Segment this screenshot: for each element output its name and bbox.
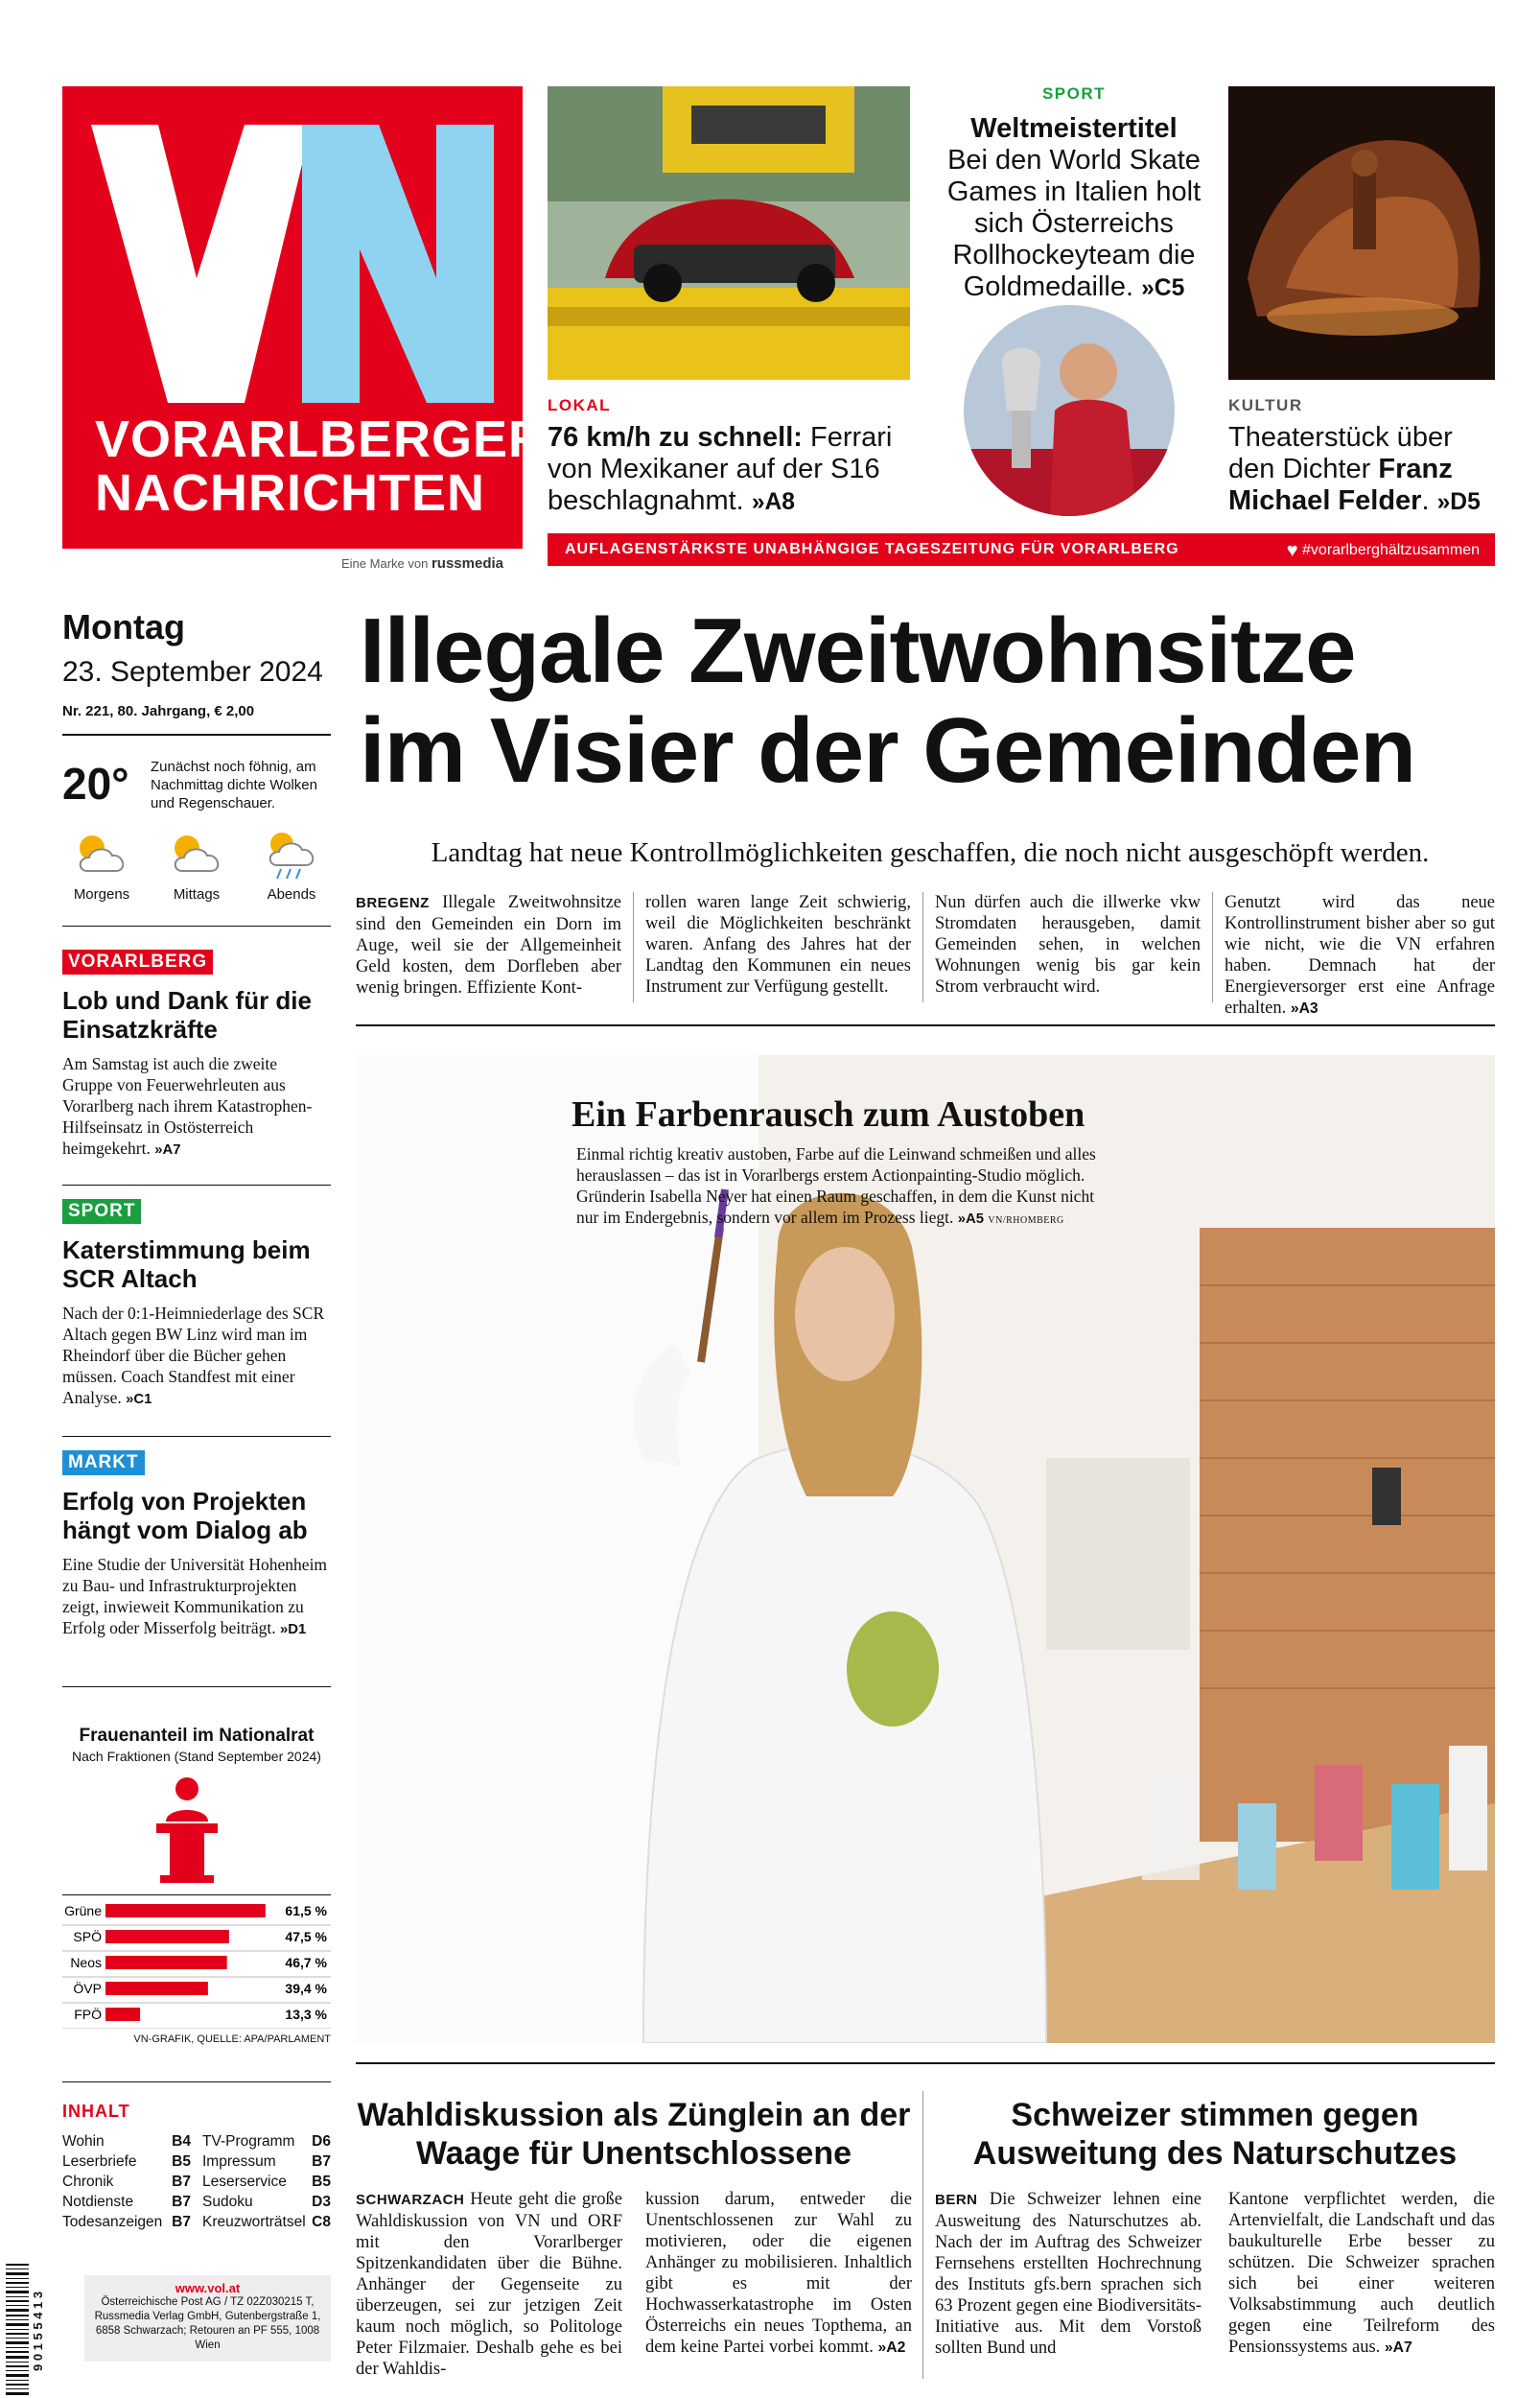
divider <box>62 1686 331 1687</box>
vn-logo[interactable] <box>62 86 548 549</box>
chart-subtitle: Nach Fraktionen (Stand September 2024) <box>72 1749 321 1764</box>
column-text: Die Schweizer lehnen eine Ausweitung des Naturschutzes ab. Nach der im Auftrag des Schweizer Fernsehens erstellten Hochrechnung des Instituts gfs.bern sprachen sich 63 Prozent gegen eine Biodiversitäts-Initiative aus. Mit dem Vorstoß sollten Bund und <box>935 2190 1202 2358</box>
weather-period-label: Mittags <box>173 886 221 903</box>
contents-list <box>62 2131 331 2232</box>
teaser-kultur-tag: KULTUR <box>1228 396 1303 414</box>
column-divider <box>922 2091 923 2379</box>
chart-value-label: 47,5 % <box>285 1929 327 1944</box>
barcode-number: 9 0 1 5 5 4 1 3 <box>31 2291 45 2371</box>
slogan-bar <box>548 533 1495 566</box>
column-divider <box>633 892 634 1002</box>
chart-bar <box>105 1930 229 1943</box>
masthead-name <box>95 412 547 520</box>
trophy-player-image <box>964 305 1175 516</box>
sidebar-story-markt[interactable] <box>62 1450 331 1640</box>
teaser-kultur-ref: »D5 <box>1436 489 1481 515</box>
masthead-name-line1: VORARLBERGER <box>95 411 548 468</box>
column-text: Kantone verpflichtet werden, die Artenvielfalt, die Landschaft und das baukulturelle Erbe besser zu schützen. Die Schweizer sprachen sich bei einer weiteren Volksabstimmung auch deutlich gegen eine Teilreform des Pensionssystems aus. <box>1228 2190 1495 2357</box>
contents-item-page: C8 <box>312 2214 331 2230</box>
chart-value-label: 39,4 % <box>285 1981 327 1996</box>
teaser-sport-body: Bei den World Skate Games in Italien holt sich Österreichs Rollhockeyteam die Goldmedaille. <box>946 145 1202 302</box>
contents-item-name: Todesanzeigen <box>62 2214 163 2230</box>
contents-row[interactable] <box>202 2131 331 2151</box>
contents-item-page: D6 <box>312 2133 331 2150</box>
hashtag-text: #vorarlberghältzusammen <box>1302 542 1480 558</box>
divider <box>62 2081 331 2082</box>
photo-story-caption <box>576 1143 1113 1232</box>
publisher-line: 6858 Schwarzach; Retouren an PF 555, 1008 Wien <box>95 2325 320 2351</box>
contents-title: INHALT <box>62 2102 130 2121</box>
contents-item-name: Leserbriefe <box>62 2153 137 2170</box>
edition-day: Montag <box>62 607 185 647</box>
weather-evening <box>252 825 331 903</box>
divider <box>62 734 331 736</box>
contents-item-name: Leserservice <box>202 2174 287 2190</box>
contents-item-name: TV-Programm <box>202 2133 295 2150</box>
contents-row[interactable] <box>202 2192 331 2212</box>
brand-prefix: Eine Marke von <box>341 556 429 571</box>
contents-item-page: B7 <box>172 2214 191 2230</box>
bottom-story-headline[interactable]: Schweizer stimmen gegen Ausweitung des Naturschutzes <box>972 2097 1458 2172</box>
lead-column-2: rollen waren lange Zeit schwierig, weil die Möglichkeiten beschränkt waren. Anfang des Jahres hat der Landtag den Kommunen ein neues Instrument zur Verfügung gestellt. <box>645 893 911 997</box>
website-link[interactable]: www.vol.at <box>175 2281 241 2295</box>
column-text: kussion darum, entweder die Unentschlossenen zur Wahl zu motivieren, oder die eigenen Anhänger zu mobilisieren. Inhaltlich gibt es mit der Hochwasserkatastrophe im Osten Österreichs ein neues Topthema, an dem keine Partei vorbei kommt. <box>645 2190 912 2357</box>
contents-row[interactable] <box>62 2131 191 2151</box>
page-ref: »A5 <box>957 1211 984 1227</box>
teaser-sport-photo[interactable] <box>964 305 1175 516</box>
column-divider <box>1212 892 1213 1002</box>
contents-item-name: Sudoku <box>202 2194 253 2210</box>
column-text: Illegale Zweitwohnsitze sind den Gemeinden ein Dorn im Auge, weil sie der Allgemeinheit Geld kosten, dem Dorfleben aber wenig bringen. Effiziente Kont- <box>356 893 621 998</box>
bottom-story-2-col-1 <box>935 2189 1202 2359</box>
contents-row[interactable] <box>202 2151 331 2172</box>
sidebar-body: Eine Studie der Universität Hohenheim zu Bau- und Infrastrukturprojekten zeigt, inwieweit Kommunikation zu Erfolg oder Misserfolg beiträgt. <box>62 1555 328 1637</box>
divider <box>62 926 331 927</box>
contents-item-name: Chronik <box>62 2174 114 2190</box>
contents-item-name: Impressum <box>202 2153 276 2170</box>
divider <box>356 2062 1495 2064</box>
publisher-box <box>84 2275 331 2362</box>
teaser-kultur-photo[interactable] <box>1228 86 1495 380</box>
contents-item-page: D3 <box>312 2194 331 2210</box>
sidebar-story-sport[interactable] <box>62 1199 331 1410</box>
chart-credit: VN-GRAFIK, QUELLE: APA/PARLAMENT <box>133 2034 331 2045</box>
column-divider <box>922 892 923 1002</box>
slogan-text: AUFLAGENSTÄRKSTE UNABHÄNGIGE TAGESZEITUNG FÜR VORARLBERG <box>565 541 1179 557</box>
chart-category-label: ÖVP <box>73 1981 102 1996</box>
contents-row[interactable] <box>62 2192 191 2212</box>
page-ref: »D1 <box>279 1622 307 1637</box>
bottom-story-headline[interactable]: Wahldiskussion als Zünglein an der Waage für Unentschlossene <box>357 2097 911 2172</box>
speaker-podium-icon <box>149 1772 225 1887</box>
contents-item-name: Notdienste <box>62 2194 134 2210</box>
lead-column-1 <box>356 892 621 999</box>
theater-stage-image <box>1228 86 1495 380</box>
weather-period-label: Abends <box>267 886 316 903</box>
contents-row[interactable] <box>62 2151 191 2172</box>
brand-line <box>341 555 503 572</box>
dateline-place: BREGENZ <box>356 895 430 911</box>
bottom-story-2-col-2 <box>1228 2189 1495 2359</box>
teaser-lokal-tag: LOKAL <box>548 396 612 414</box>
bottom-story-1-col-1 <box>356 2189 622 2380</box>
lead-column-4 <box>1225 892 1495 1020</box>
sidebar-headline: Lob und Dank für die Einsatzkräfte <box>62 986 312 1044</box>
sidebar-body: Nach der 0:1-Heimniederlage des SCR Altach gegen BW Linz wird man im Rheindorf über die Bücher gehen müssen. Coach Standfest mit einer Analyse. <box>62 1304 325 1407</box>
contents-item-page: B7 <box>172 2174 191 2190</box>
section-tag: SPORT <box>62 1199 141 1224</box>
lead-column-3: Nun dürfen auch die illwerke vkw Stromdaten herausgeben, damit Gemeinden sehen, in welchen Wohnungen wenig bis gar kein Strom verbraucht wird. <box>935 893 1201 997</box>
page-ref: »C1 <box>126 1392 152 1407</box>
column-text: Genutzt wird das neue Kontrollinstrument bisher aber so gut wie nicht, wie die VN erfahren haben. Demnach hat der Energieversorger erst eine Anfrage erhalten. <box>1225 893 1495 1018</box>
chart-value-label: 61,5 % <box>285 1903 327 1918</box>
dateline-place: BERN <box>935 2192 978 2208</box>
sidebar-headline: Katerstimmung beim SCR Altach <box>62 1235 311 1293</box>
photo-story-title: Ein Farbenrausch zum Austoben <box>572 1094 1085 1135</box>
lead-headline[interactable] <box>360 601 1501 801</box>
teaser-lokal-text[interactable] <box>548 422 912 518</box>
photo-credit: VN/RHOMBERG <box>988 1215 1064 1226</box>
contents-item-page: B4 <box>172 2133 191 2150</box>
caption-text: Einmal richtig kreativ austoben, Farbe auf die Leinwand schmeißen und alles herauslassen – das ist in Vorarlbergs erstem Actionpainting-Studio möglich. Gründerin Isabella Neyer hat einen Raum geschaffen, in dem die Kunst nicht nur im Endergebnis, sondern vor allem im Prozess liegt. <box>576 1144 1096 1227</box>
contents-row[interactable] <box>62 2212 191 2232</box>
divider <box>356 1024 1495 1026</box>
contents-row[interactable] <box>202 2212 331 2232</box>
chart-category-label: Grüne <box>64 1903 102 1918</box>
divider <box>62 1436 331 1437</box>
sun-cloud-icon <box>163 825 230 882</box>
contents-item-name: Wohin <box>62 2133 105 2150</box>
weather-morning <box>62 825 141 903</box>
sidebar-body: Am Samstag ist auch die zweite Gruppe von Feuerwehrleuten aus Vorarlberg nach ihrem Katastrophen-Hilfseinsatz in Ostösterreich heimgekehrt. <box>62 1054 313 1158</box>
contents-item-page: B5 <box>172 2153 191 2170</box>
weather-temperature: 20° <box>62 759 129 809</box>
section-tag: MARKT <box>62 1450 145 1475</box>
teaser-kultur-pre: Theaterstück über den Dichter <box>1228 422 1453 484</box>
barcode <box>2 2264 54 2398</box>
sun-cloud-rain-icon <box>258 825 325 882</box>
teaser-sport-lead: Weltmeistertitel <box>970 113 1178 144</box>
page-ref: »A3 <box>1290 1000 1318 1017</box>
weather-period-label: Morgens <box>73 886 130 903</box>
lead-headline-line1: Illegale Zweitwohnsitze <box>360 600 1356 702</box>
divider <box>62 1185 331 1186</box>
chart-category-label: SPÖ <box>73 1929 102 1944</box>
brand-name: russmedia <box>431 555 503 572</box>
teaser-lokal-photo[interactable] <box>548 86 910 380</box>
ferrari-tow-truck-image <box>548 86 910 380</box>
chart-value-label: 13,3 % <box>285 2007 327 2022</box>
chart-category-label: Neos <box>70 1955 102 1970</box>
frauenanteil-bar-chart <box>62 1899 331 2029</box>
publisher-line: Österreichische Post AG / TZ 02Z030215 T, <box>101 2296 315 2308</box>
contents-item-page: B7 <box>172 2194 191 2210</box>
bottom-story-1-col-2 <box>645 2189 912 2359</box>
weather-text: Zunächst noch föhnig, am Nachmittag dichte Wolken und Regenschauer. <box>151 759 317 811</box>
teaser-kultur-text[interactable] <box>1228 422 1495 518</box>
hashtag-link[interactable] <box>1287 540 1480 562</box>
contents-item-page: B5 <box>312 2174 331 2190</box>
teaser-kultur-body: . <box>1421 485 1430 516</box>
page-ref: »A7 <box>154 1142 181 1158</box>
weather-forecast <box>62 825 331 903</box>
section-tag: VORARLBERG <box>62 950 213 975</box>
chart-bar <box>105 1982 208 1995</box>
edition-date: 23. September 2024 <box>62 656 323 688</box>
contents-row[interactable] <box>202 2172 331 2192</box>
vn-logo-mark <box>91 115 494 412</box>
chart-bar <box>105 2008 140 2021</box>
page-ref: »A2 <box>877 2339 906 2356</box>
weather-midday <box>157 825 236 903</box>
contents-item-page: B7 <box>312 2153 331 2170</box>
sun-cloud-icon <box>68 825 135 882</box>
chart-title: Frauenanteil im Nationalrat <box>79 1726 315 1746</box>
divider <box>62 1894 331 1895</box>
chart-bar <box>105 1904 266 1917</box>
page-ref: »A7 <box>1384 2339 1412 2356</box>
publisher-line: Russmedia Verlag GmbH, Gutenbergstraße 1, <box>94 2311 321 2322</box>
lead-headline-line2: im Visier der Gemeinden <box>360 699 1416 802</box>
chart-bar <box>105 1956 227 1969</box>
teaser-sport-text[interactable] <box>935 113 1213 304</box>
sidebar-story-vorarlberg[interactable] <box>62 950 331 1161</box>
teaser-lokal-lead: 76 km/h zu schnell: <box>548 422 803 453</box>
chart-category-label: FPÖ <box>74 2007 102 2022</box>
teaser-kultur-lead: Franz Michael Felder <box>1228 454 1453 516</box>
edition-issue: Nr. 221, 80. Jahrgang, € 2,00 <box>62 703 255 719</box>
dateline-place: SCHWARZACH <box>356 2192 465 2208</box>
teaser-lokal-body: Ferrari von Mexikaner auf der S16 beschlagnahmt. <box>548 422 893 516</box>
contents-item-name: Kreuzworträtsel <box>202 2214 306 2230</box>
teaser-lokal-ref: »A8 <box>751 489 796 515</box>
lead-deck: Landtag hat neue Kontrollmöglichkeiten geschaffen, die noch nicht ausgeschöpft werden. <box>431 837 1430 868</box>
photo-story[interactable] <box>356 1055 1495 2043</box>
heart-icon: ♥ <box>1286 540 1298 561</box>
teaser-sport-tag: SPORT <box>1041 84 1107 103</box>
sidebar-headline: Erfolg von Projekten hängt vom Dialog ab <box>62 1487 308 1544</box>
masthead-name-line2: NACHRICHTEN <box>95 464 485 522</box>
chart-value-label: 46,7 % <box>285 1955 327 1970</box>
column-text: Heute geht die große Wahldiskussion von VN und ORF mit den Vorarlberger Spitzenkandidaten über die Bühne. Anhänger der Gegenseite zu überzeugen, sei zur jetzigen Zeit kaum noch möglich, so Politologe Peter Filzmaier. Deshalb gehe es bei der Wahldis- <box>356 2190 622 2379</box>
contents-row[interactable] <box>62 2172 191 2192</box>
teaser-sport-ref: »C5 <box>1141 275 1185 301</box>
